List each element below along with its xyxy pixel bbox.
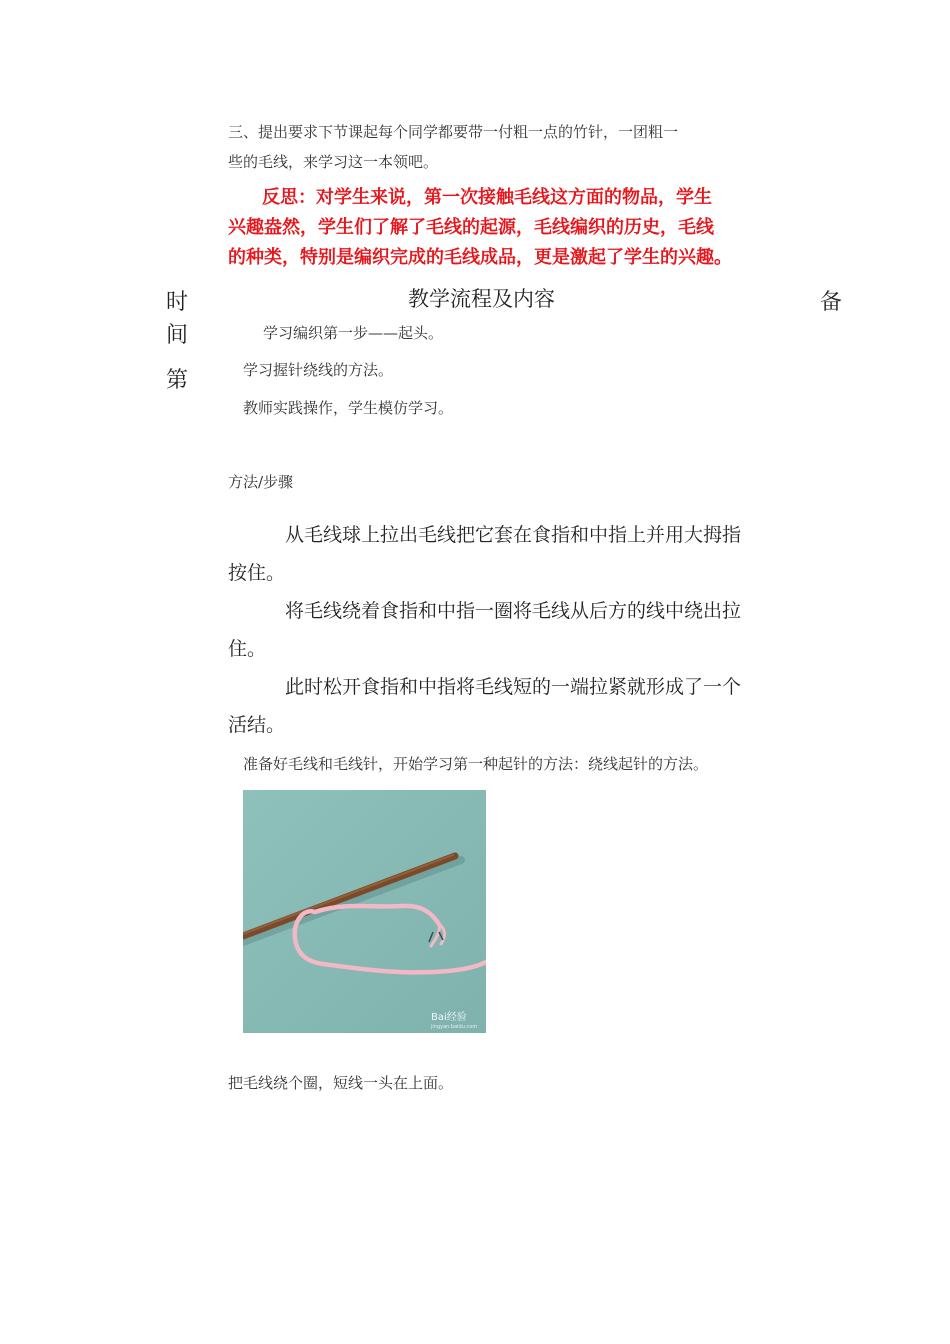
needle-yarn-illustration <box>243 790 486 1033</box>
yarn-needle-photo <box>243 790 486 1033</box>
step-1-line-1: 从毛线球上拉出毛线把它套在食指和中指上并用大拇指 <box>285 524 742 546</box>
lesson-item-3: 教师实践操作，学生模仿学习。 <box>243 399 454 417</box>
intro-line-1: 三、提出要求下节课起每个同学都要带一付粗一点的竹针，一团粗一 <box>228 123 679 141</box>
step-3-line-1: 此时松开食指和中指将毛线短的一端拉紧就形成了一个 <box>285 676 742 698</box>
reflection-line-1: 反思：对学生来说，第一次接触毛线这方面的物品，学生 <box>262 187 712 208</box>
flow-content-heading: 教学流程及内容 <box>408 287 555 311</box>
notes-col-heading: 备 <box>820 290 843 315</box>
step-2-line-1: 将毛线绕着食指和中指一圈将毛线从后方的线中绕出拉 <box>285 600 742 622</box>
watermark-text: Bai经验 <box>431 1012 467 1023</box>
method-heading: 方法/步骤 <box>228 473 294 491</box>
lesson-item-1: 学习编织第一步——起头。 <box>263 324 444 342</box>
watermark-subtext: jingyan.baidu.com <box>431 1024 478 1030</box>
reflection-line-2: 兴趣盎然，学生们了解了毛线的起源，毛线编织的历史，毛线 <box>228 217 714 238</box>
prepare-text: 准备好毛线和毛线针，开始学习第一种起针的方法：绕线起针的方法。 <box>243 755 709 773</box>
step-2-line-2: 住。 <box>228 638 267 660</box>
reflection-line-3: 的种类，特别是编织完成的毛线成品，更是激起了学生的兴趣。 <box>228 247 732 268</box>
time-col-char-3: 第 <box>166 368 189 393</box>
time-col-char-2: 间 <box>166 323 189 348</box>
lesson-item-2: 学习握针绕线的方法。 <box>243 361 394 379</box>
photo-caption: 把毛线绕个圈，短线一头在上面。 <box>228 1074 454 1092</box>
step-1-line-2: 按住。 <box>228 562 286 584</box>
time-col-char-1: 时 <box>166 290 189 315</box>
step-3-line-2: 活结。 <box>228 714 286 736</box>
intro-line-2: 些的毛线，来学习这一本领吧。 <box>228 153 439 171</box>
